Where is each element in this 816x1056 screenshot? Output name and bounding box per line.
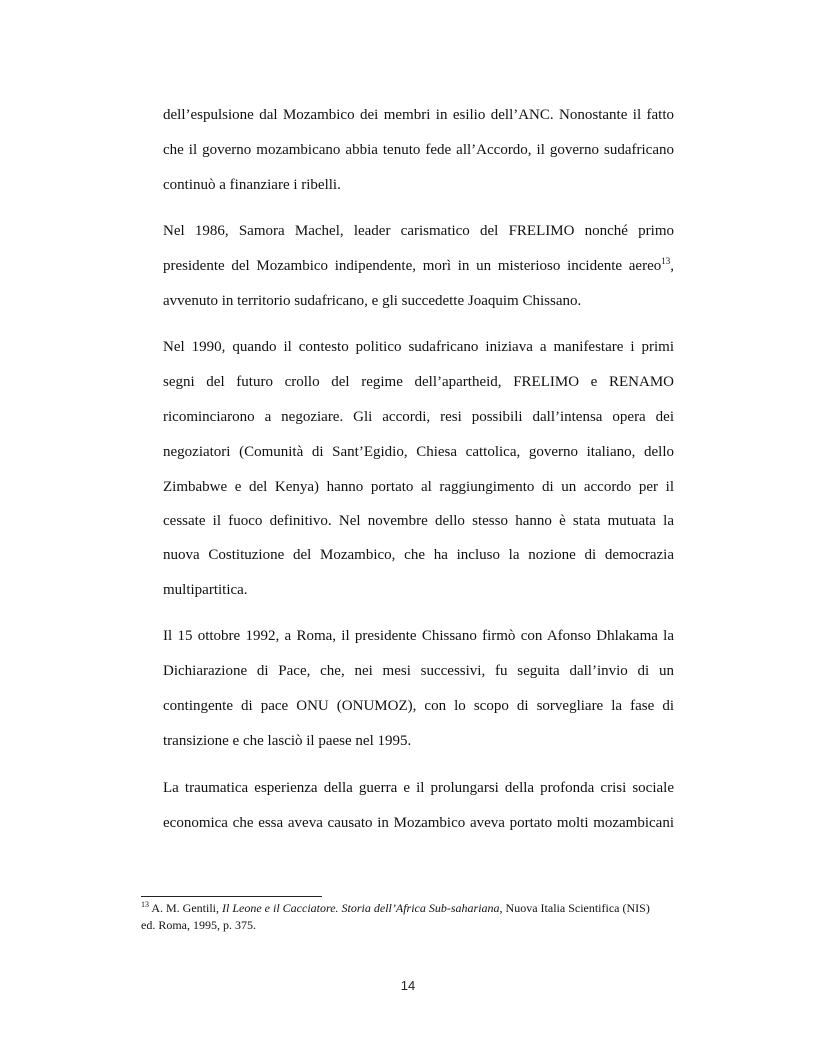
body-text: presidente del Mozambico indipendente, morì in un misterioso incidente aereo (163, 258, 662, 274)
footnote-title: Il Leone e il Cacciatore. Storia dell’Africa Sub-sahariana (222, 901, 500, 915)
body-line: Nel 1990, quando il contesto politico sudafricano iniziava a manifestare i primi (163, 339, 674, 355)
body-line: La traumatica esperienza della guerra e il prolungarsi della profonda crisi sociale (163, 780, 674, 796)
body-line: continuò a finanziare i ribelli. (163, 177, 341, 193)
body-line: negoziatori (Comunità di Sant’Egidio, Chiesa cattolica, governo italiano, dello (163, 444, 674, 460)
footnote-line: ed. Roma, 1995, p. 375. (141, 918, 256, 932)
page-number: 14 (400, 978, 416, 993)
footnote (141, 901, 650, 916)
body-line: transizione e che lasciò il paese nel 1995. (163, 733, 412, 749)
body-line: Nel 1986, Samora Machel, leader carismatico del FRELIMO nonché primo (163, 223, 674, 239)
body-line: segni del futuro crollo del regime dell’apartheid, FRELIMO e RENAMO (163, 374, 674, 390)
body-line: Dichiarazione di Pace, che, nei mesi successivi, fu seguita dall’invio di un (163, 663, 674, 679)
body-line: che il governo mozambicano abbia tenuto fede all’Accordo, il governo sudafricano (163, 142, 674, 158)
footnote-separator (141, 896, 322, 897)
body-line: dell’espulsione dal Mozambico dei membri in esilio dell’ANC. Nonostante il fatto (163, 107, 674, 123)
footnote-reference[interactable]: 13 (661, 256, 671, 266)
body-line: cessate il fuoco definitivo. Nel novembre dello stesso hanno è stata mutuata la (163, 513, 674, 529)
body-line: contingente di pace ONU (ONUMOZ), con lo scopo di sorvegliare la fase di (163, 698, 674, 714)
body-line: Il 15 ottobre 1992, a Roma, il presidente Chissano firmò con Afonso Dhlakama la (163, 628, 674, 644)
body-line: Zimbabwe e del Kenya) hanno portato al raggiungimento di un accordo per il (163, 479, 674, 495)
footnote-number: 13 (141, 900, 149, 909)
body-line: avvenuto in territorio sudafricano, e gli succedette Joaquim Chissano. (163, 293, 582, 309)
body-line: economica che essa aveva causato in Mozambico aveva portato molti mozambicani (163, 815, 674, 831)
body-line: nuova Costituzione del Mozambico, che ha incluso la nozione di democrazia (163, 547, 674, 563)
punctuation: , (670, 258, 674, 274)
body-line: multipartitica. (163, 582, 248, 598)
footnote-publisher: , Nuova Italia Scientifica (NIS) (499, 901, 650, 915)
body-line-with-footnote (163, 257, 674, 275)
footnote-author: A. M. Gentili, (151, 901, 223, 915)
body-line: ricominciarono a negoziare. Gli accordi, resi possibili dall’intensa opera dei (163, 409, 674, 425)
